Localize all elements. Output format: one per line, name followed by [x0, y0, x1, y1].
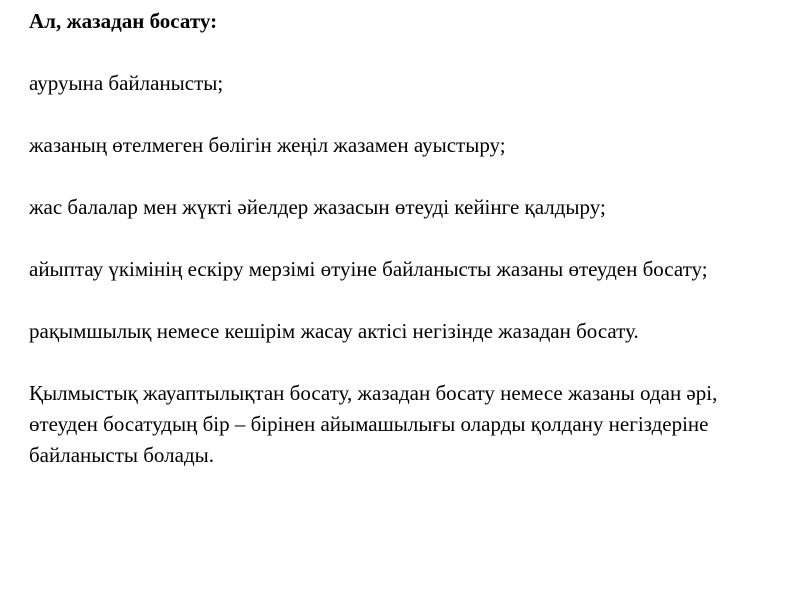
list-item-illness: ауруына байланысты;: [29, 71, 224, 95]
spacer: [29, 347, 779, 378]
list-item-limitation: айыптау үкімінің ескіру мерзімі өтуіне байланысты жазаны өтеуден босату;: [29, 257, 708, 281]
conclusion-paragraph: Қылмыстық жауаптылықтан босату, жазадан босату немесе жазаны одан әрі, өтеуден босатудың бір – бірінен айымашылығы оларды қолдану негіздеріне байланысты болады.: [29, 381, 718, 467]
list-item-deferral: жас балалар мен жүкті әйелдер жазасын өтеуді кейінге қалдыру;: [29, 195, 606, 219]
slide-content: [29, 6, 779, 471]
spacer: [29, 223, 779, 254]
spacer: [29, 37, 779, 68]
spacer: [29, 161, 779, 192]
spacer: [29, 99, 779, 130]
slide-heading: Ал, жазадан босату:: [29, 9, 218, 33]
list-item-replacement: жазаның өтелмеген бөлігін жеңіл жазамен ауыстыру;: [29, 133, 506, 157]
spacer: [29, 285, 779, 316]
list-item-amnesty: рақымшылық немесе кешірім жасау актісі негізінде жазадан босату.: [29, 319, 639, 343]
